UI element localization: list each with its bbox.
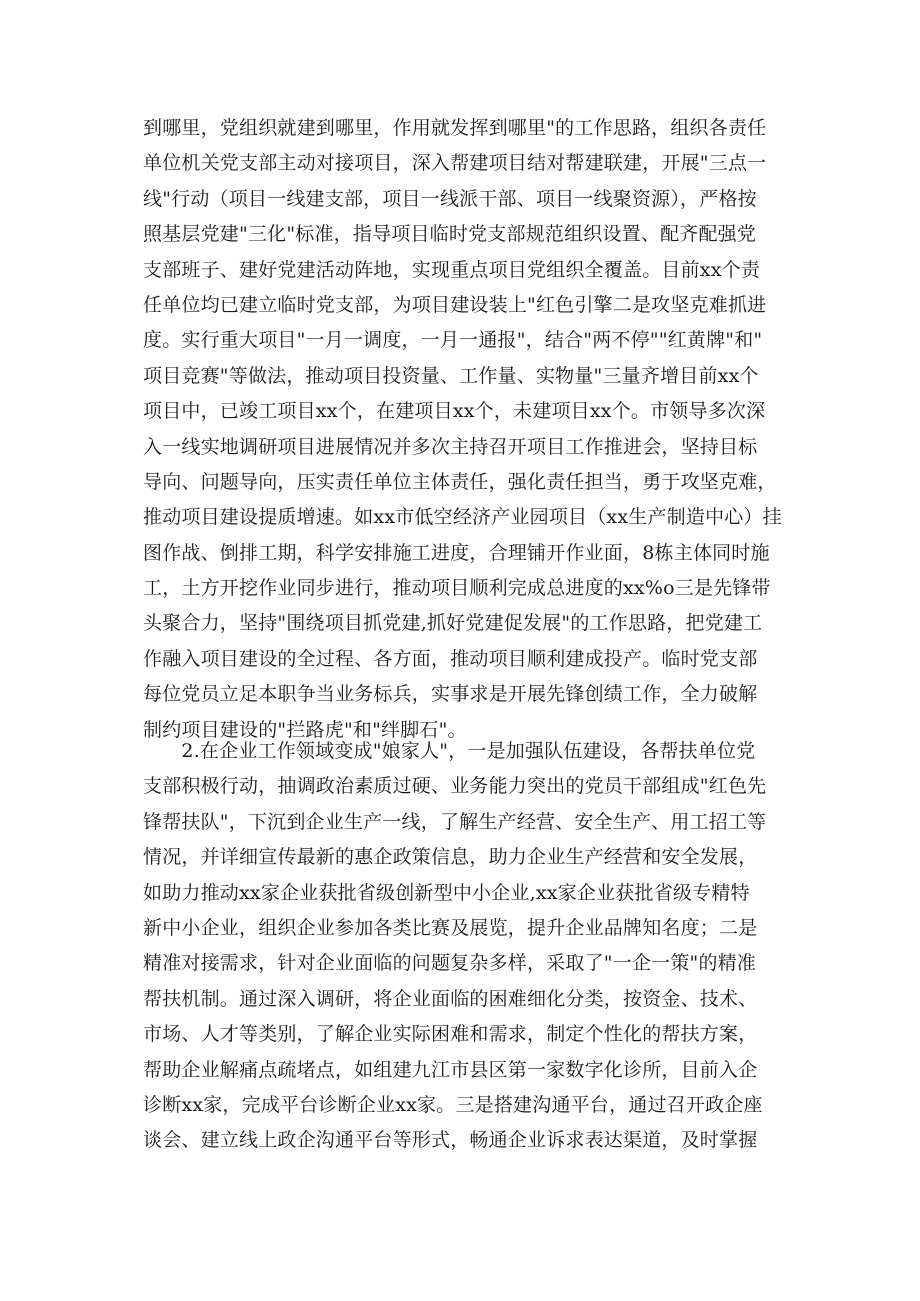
text-line: 帮扶机制。通过深入调研，将企业面临的困难细化分类，按资金、技术、	[143, 987, 758, 1010]
text-line: 如助力推动xx家企业获批省级创新型中小企业,xx家企业获批省级专精特	[143, 881, 750, 904]
text-line: 图作战、倒排工期，科学安排施工进度，合理铺开作业面，8栋主体同时施	[143, 541, 770, 564]
text-line: 导向、问题导向，压实责任单位主体责任，强化责任担当，勇于攻坚克难，	[143, 470, 777, 493]
text-line: 到哪里，党组织就建到哪里，作用就发挥到哪里"的工作思路，组织各责任	[143, 117, 767, 139]
text-line: 诊断xx家，完成平台诊断企业xx家。三是搭建沟通平台，通过召开政企座	[143, 1093, 763, 1116]
text-line: 任单位均已建立临时党支部，为项目建设装上"红色引擎二是攻坚克难抓进	[143, 293, 767, 316]
text-line: 线"行动（项目一线建支部，项目一线派干部、项目一线聚资源），严格按	[143, 187, 757, 210]
paragraph-party-building-projects	[143, 111, 783, 748]
text-line: 情况，并详细宣传最新的惠企政策信息，助力企业生产经营和安全发展，	[143, 846, 758, 869]
text-line: 谈会、建立线上政企沟通平台等形式，畅通企业诉求表达渠道，及时掌握	[143, 1129, 758, 1152]
text-line: 度。实行重大项目"一月一调度，一月一通报"，结合"两不停""红黄牌"和"	[143, 329, 763, 352]
text-line: 市场、人才等类别，了解企业实际困难和需求，制定个性化的帮扶方案，	[143, 1023, 758, 1046]
text-line: 照基层党建"三化"标准，指导项目临时党支部规范组织设置、配齐配强党	[143, 223, 757, 246]
text-line: 入一线实地调研项目进展情况并多次主持召开项目工作推进会，坚持目标	[143, 435, 758, 458]
text-line: 项目中，已竣工项目xx个，在建项目xx个，未建项目xx个。市领导多次深	[143, 400, 766, 423]
text-line: 锋帮扶队"，下沉到企业生产一线，了解生产经营、安全生产、用工招工等	[143, 810, 767, 833]
text-line: 2.在企业工作领域变成"娘家人"，一是加强队伍建设，各帮扶单位党	[143, 740, 756, 762]
text-line: 工，土方开挖作业同步进行，推动项目顺利完成总进度的xx%o三是先锋带	[143, 577, 771, 600]
text-line: 支部班子、建好党建活动阵地，实现重点项目党组织全覆盖。目前xx个责	[143, 258, 761, 281]
text-line: 每位党员立足本职争当业务标兵，实事求是开展先锋创绩工作，全力破解	[143, 683, 758, 706]
text-line: 作融入项目建设的全过程、各方面，推动项目顺利建成投产。临时党支部	[143, 647, 758, 670]
text-line: 精准对接需求，针对企业面临的问题复杂多样，采取了"一企一策"的精准	[143, 952, 757, 975]
paragraph-enterprise-support	[143, 734, 783, 1159]
text-line: 推动项目建设提质增速。如xx市低空经济产业园项目（xx生产制造中心）挂	[143, 506, 782, 529]
text-line: 制约项目建设的"拦路虎"和"绊脚石"。	[143, 718, 467, 741]
text-line: 头聚合力，坚持"围绕项目抓党建,抓好党建促发展"的工作思路，把党建工	[143, 612, 763, 635]
text-line: 项目竞赛"等做法，推动项目投资量、工作量、实物量"三量齐增目前xx个	[143, 364, 759, 387]
text-line: 支部积极行动，抽调政治素质过硬、业务能力突出的党员干部组成"红色先	[143, 775, 767, 798]
text-line: 帮助企业解痛点疏堵点，如组建九江市县区第一家数字化诊所，目前入企	[143, 1058, 758, 1081]
text-line: 单位机关党支部主动对接项目，深入帮建项目结对帮建联建，开展"三点一	[143, 152, 767, 175]
text-line: 新中小企业，组织企业参加各类比赛及展览，提升企业品牌知名度；二是	[143, 916, 758, 939]
